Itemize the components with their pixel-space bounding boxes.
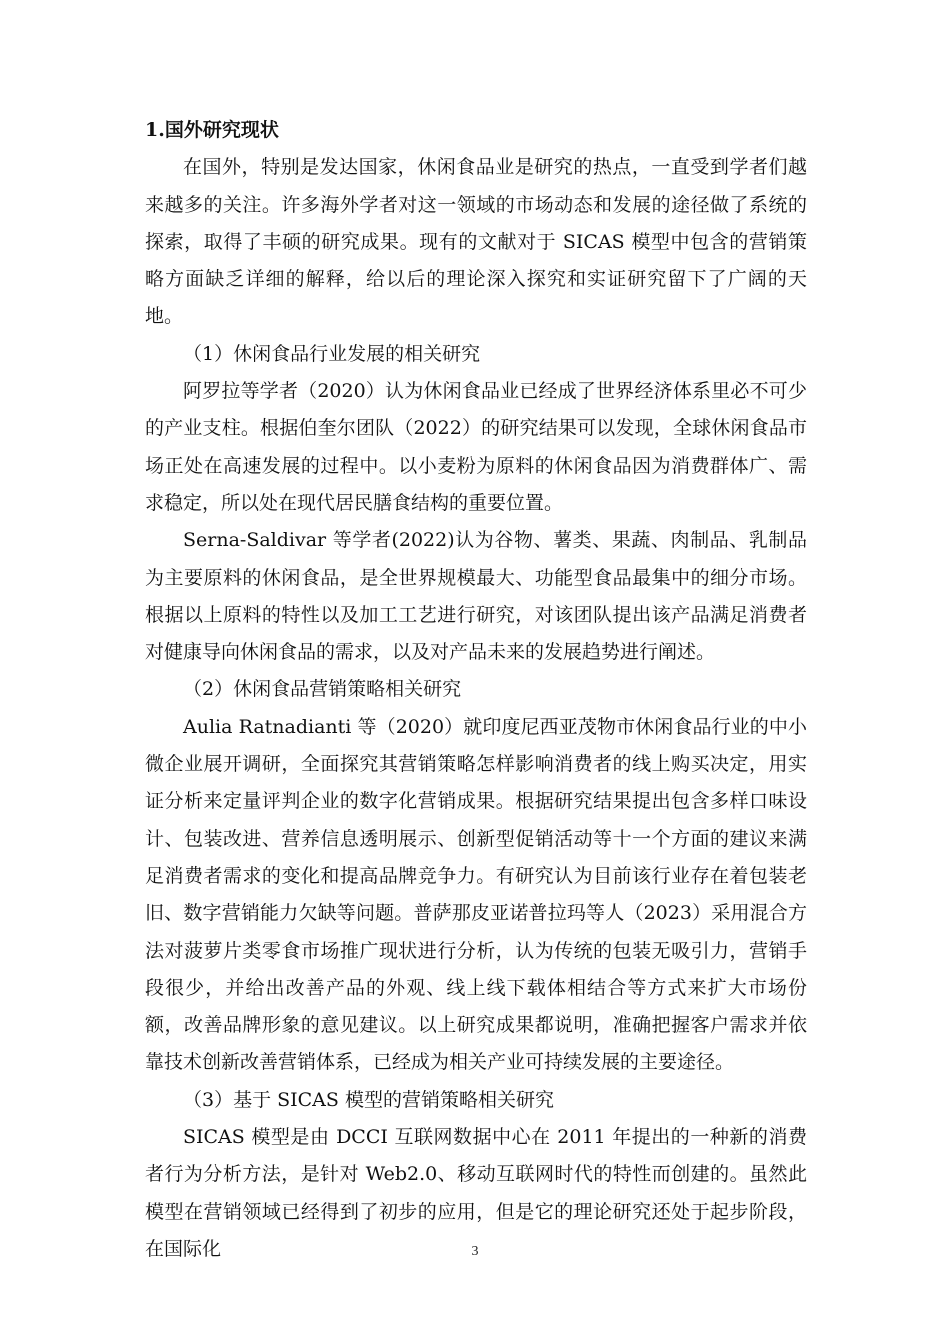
subsection-1-title: （1）休闲食品行业发展的相关研究	[183, 342, 481, 365]
intro-paragraph: 在国外，特别是发达国家，休闲食品业是研究的热点，一直受到学者们越来越多的关注。许多海外学者对这一领域的市场动态和发展的途径做了系统的探索，取得了丰硕的研究成果。现有的文献对于 SICAS 模型中包含的营销策略方面缺乏详细的解释，给以后的理论深入探究和实证研究留下了广阔的天地。	[145, 156, 807, 328]
section-title: 1.国外研究现状	[145, 119, 279, 141]
subsection-1-paragraph-1: 阿罗拉等学者（2020）认为休闲食品业已经成了世界经济体系里必不可少的产业支柱。根据伯奎尔团队（2022）的研究结果可以发现，全球休闲食品市场正处在高速发展的过程中。以小麦粉为原料的休闲食品因为消费群体广、需求稳定，所以处在现代居民膳食结构的重要位置。	[145, 380, 807, 514]
subsection-1-paragraph-2: Serna-Saldivar 等学者(2022)认为谷物、薯类、果蔬、肉制品、乳制品为主要原料的休闲食品，是全世界规模最大、功能型食品最集中的细分市场。根据以上原料的特性以及加工工艺进行研究，对该团队提出该产品满足消费者对健康导向休闲食品的需求，以及对产品未来的发展趋势进行阐述。	[145, 529, 807, 664]
document-body	[145, 112, 807, 1268]
subsection-2-paragraph-1: Aulia Ratnadianti 等（2020）就印度尼西亚茂物市休闲食品行业的中小微企业展开调研，全面探究其营销策略怎样影响消费者的线上购买决定，用实证分析来定量评判企业的数字化营销成果。根据研究结果提出包含多样口味设计、包装改进、营养信息透明展示、创新型促销活动等十一个方面的建议来满足消费者需求的变化和提高品牌竞争力。有研究认为目前该行业存在着包装老旧、数字营销能力欠缺等问题。普萨那皮亚诺普拉玛等人（2023）采用混合方法对菠萝片类零食市场推广现状进行分析，认为传统的包装无吸引力，营销手段很少，并给出改善产品的外观、线上线下载体相结合等方式来扩大市场份额，改善品牌形象的意见建议。以上研究成果都说明，准确把握客户需求并依靠技术创新改善营销体系，已经成为相关产业可持续发展的主要途径。	[145, 715, 807, 1074]
subsection-2-title: （2）休闲食品营销策略相关研究	[183, 678, 462, 701]
subsection-3-paragraph-1: SICAS 模型是由 DCCI 互联网数据中心在 2011 年提出的一种新的消费者行为分析方法，是针对 Web2.0、移动互联网时代的特性而创建的。虽然此模型在营销领域已经得到了初步的应用，但是它的理论研究还处于起步阶段，在国际化	[145, 1126, 807, 1260]
subsection-3-title: （3）基于 SICAS 模型的营销策略相关研究	[183, 1088, 554, 1111]
page-number: 3	[471, 1244, 479, 1259]
